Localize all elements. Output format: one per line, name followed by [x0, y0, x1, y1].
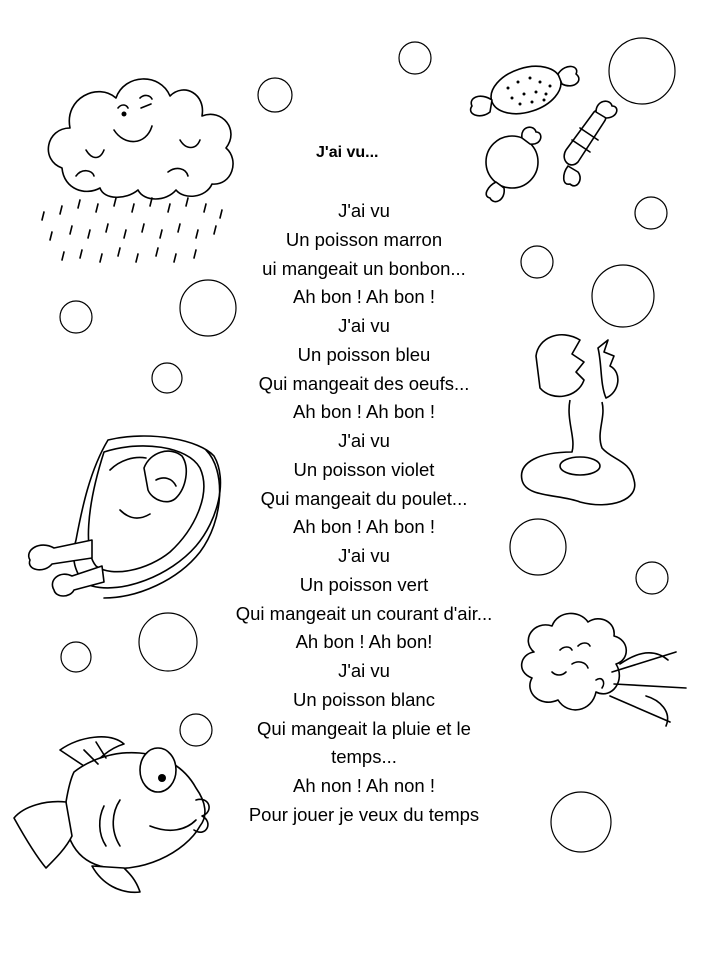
poem-line: J'ai vu	[338, 545, 390, 566]
poem-body	[196, 197, 532, 830]
poem-line: Ah bon ! Ah bon !	[293, 516, 435, 538]
poem-line: Un poisson marron	[285, 228, 443, 250]
bubble-icon	[61, 642, 91, 672]
poem-line: Ah bon ! Ah bon!	[295, 631, 433, 653]
poem-line: J'ai vu	[338, 200, 390, 221]
candy-icon	[471, 58, 617, 202]
bubble-icon	[139, 613, 197, 671]
bubble-icon	[152, 363, 182, 393]
poem-line: ui mangeait un bonbon...	[262, 257, 466, 279]
poem-line: Un poisson blanc	[293, 688, 435, 710]
wind-cloud-icon	[522, 613, 686, 726]
poem-line: Un poisson vert	[299, 573, 429, 595]
poem-line: Un poisson bleu	[297, 343, 431, 365]
bubble-icon	[592, 265, 654, 327]
bubble-icon	[636, 562, 668, 594]
poem-line: J'ai vu	[338, 660, 390, 681]
poem-line: Un poisson violet	[293, 458, 435, 480]
poem-line: Ah bon ! Ah bon !	[293, 401, 435, 423]
bubble-icon	[551, 792, 611, 852]
poem-line: J'ai vu	[338, 315, 390, 336]
poem-line: temps...	[331, 746, 397, 768]
poem-line: Pour jouer je veux du temps	[248, 803, 480, 825]
poem-line: Qui mangeait un courant d'air...	[235, 602, 493, 624]
bubble-icon	[399, 42, 431, 74]
broken-egg-icon	[522, 335, 635, 505]
bubble-icon	[609, 38, 675, 104]
poem-title: J'ai vu...	[316, 144, 379, 161]
roast-chicken-icon	[29, 436, 221, 598]
bubble-icon	[60, 301, 92, 333]
bubble-icon	[258, 78, 292, 112]
poem-line: Ah bon ! Ah bon !	[293, 286, 435, 308]
bubble-icon	[635, 197, 667, 229]
fish-icon	[14, 737, 209, 892]
poem-line: Qui mangeait la pluie et le	[257, 717, 471, 739]
poem-line: Qui mangeait des oeufs...	[258, 372, 470, 394]
poem-line: Ah non ! Ah non !	[293, 775, 435, 796]
raindrops	[42, 198, 222, 262]
poem-line: Qui mangeait du poulet...	[260, 487, 468, 509]
poem-line: J'ai vu	[338, 430, 390, 451]
